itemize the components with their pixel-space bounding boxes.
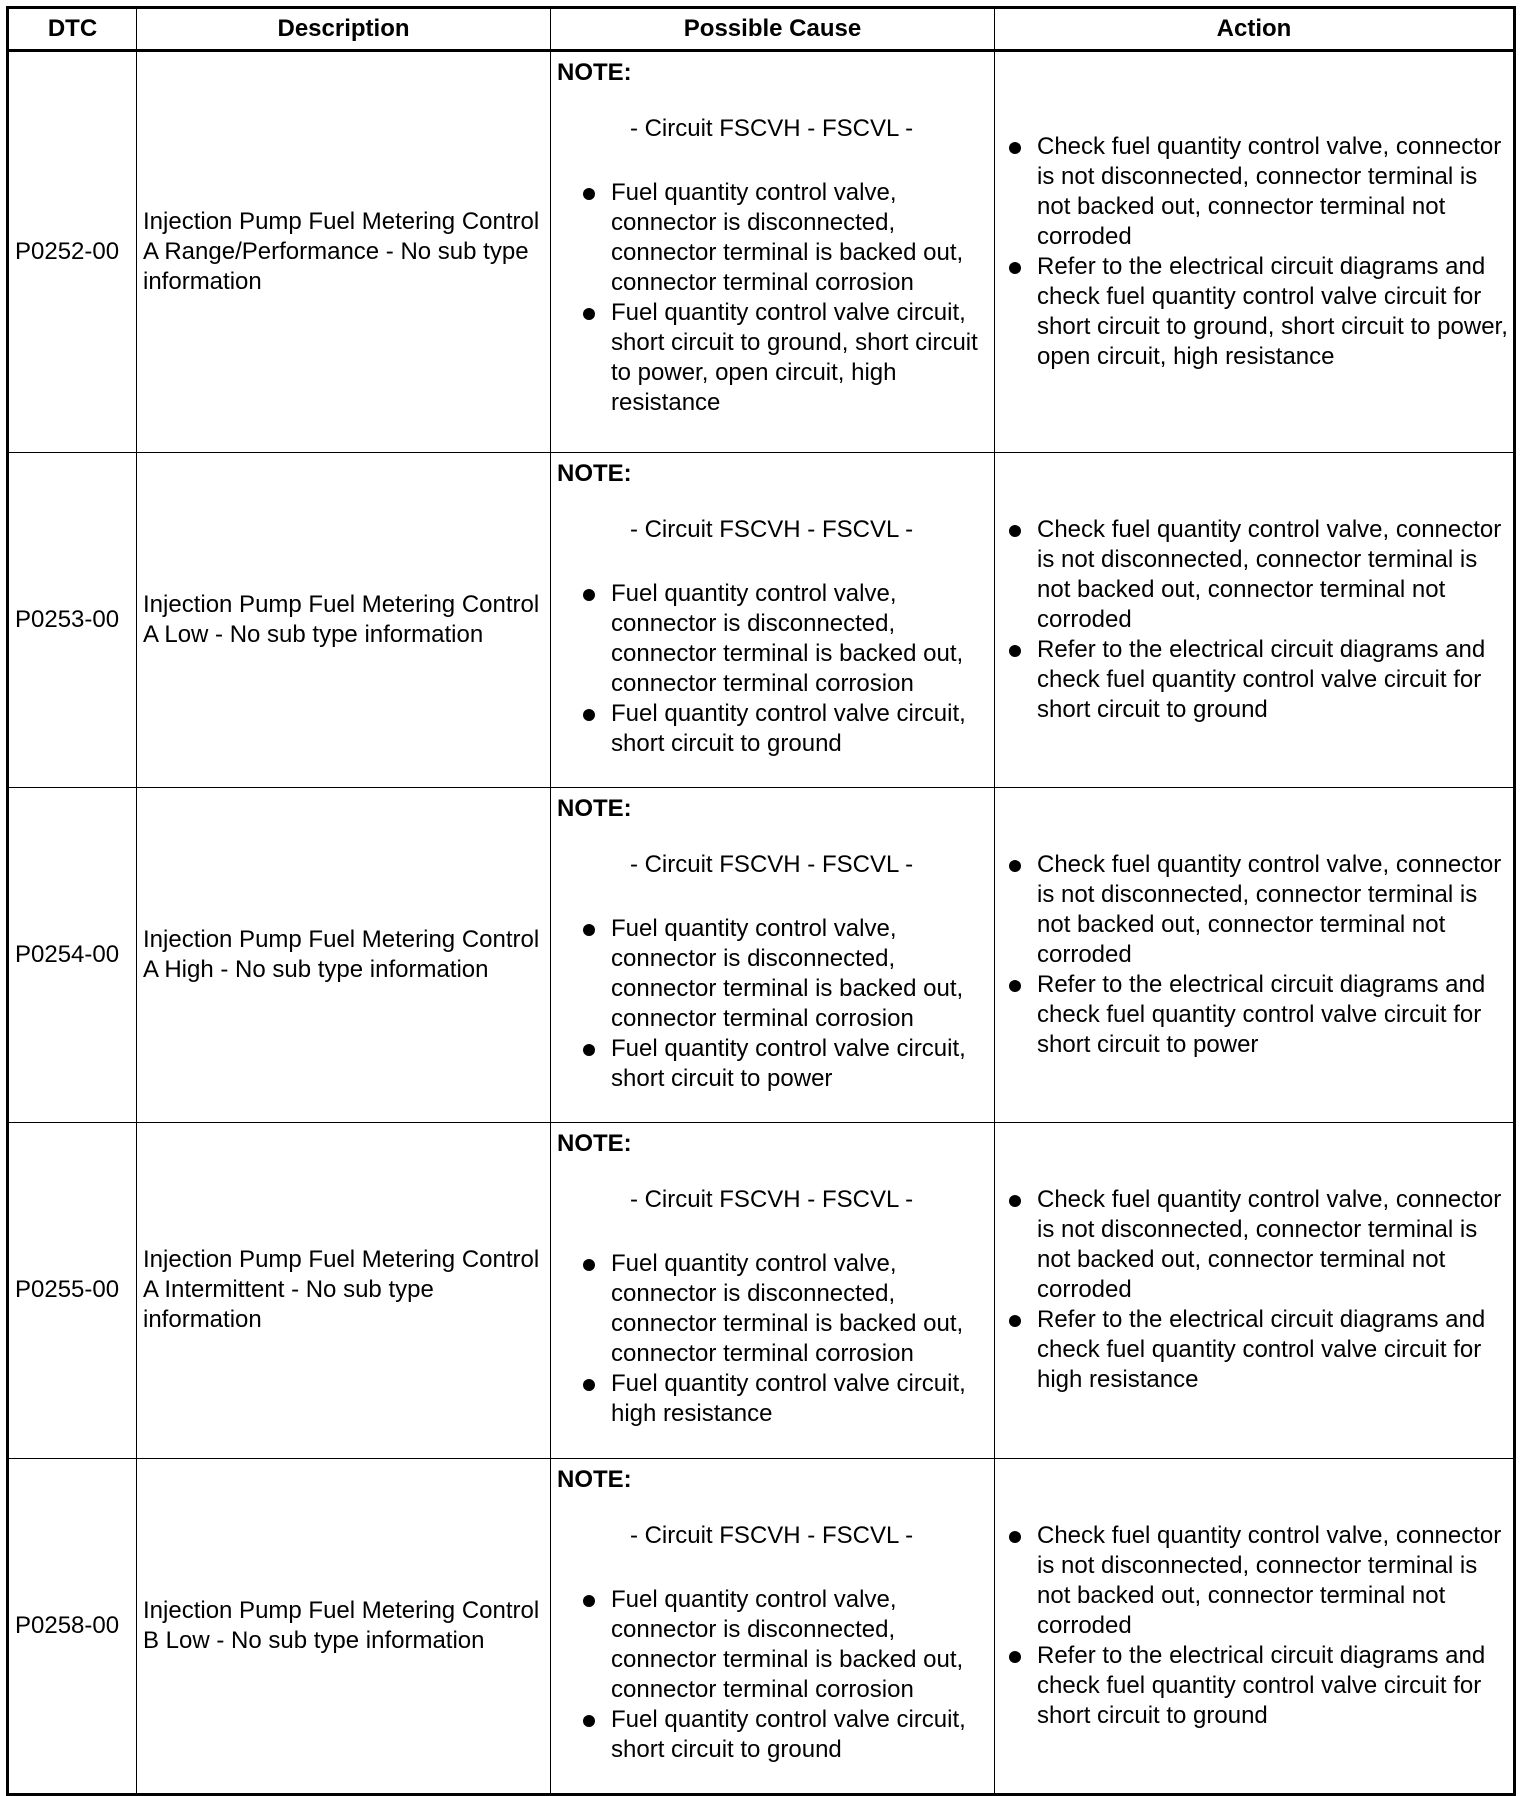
header-action: Action — [995, 8, 1515, 51]
note-label: NOTE: — [557, 1130, 632, 1158]
dtc-description: Injection Pump Fuel Metering Control A Range/Performance - No sub type information — [137, 51, 551, 453]
list-item — [1005, 850, 1509, 970]
note-label: NOTE: — [557, 459, 632, 487]
cause-text: Fuel quantity control valve circuit, short circuit to ground, short circuit to power, open circuit, high resistance — [611, 299, 978, 416]
action-cell — [995, 1458, 1515, 1794]
note-label: NOTE: — [557, 59, 632, 86]
cause-list — [557, 1249, 986, 1429]
circuit-label: - Circuit FSCVH - FSCVL - — [629, 851, 914, 879]
note-label: NOTE: — [557, 795, 632, 823]
list-item — [579, 1249, 986, 1369]
list-item — [1005, 252, 1509, 372]
list-item — [579, 178, 986, 298]
possible-cause-cell — [551, 1123, 995, 1458]
action-text: Refer to the electrical circuit diagrams and check fuel quantity control valve circuit for short circuit to ground — [1037, 635, 1486, 723]
bullet-icon — [1009, 860, 1021, 872]
cause-text: Fuel quantity control valve circuit, high resistance — [611, 1370, 966, 1428]
dtc-code: P0252-00 — [8, 51, 137, 453]
cause-text: Fuel quantity control valve, connector is disconnected, connector terminal is backed out, connector terminal corrosion — [611, 179, 964, 296]
list-item — [1005, 515, 1509, 635]
bullet-icon — [1009, 1315, 1021, 1327]
possible-cause-cell — [551, 452, 995, 787]
circuit-label: - Circuit FSCVH - FSCVL - — [629, 115, 914, 142]
action-cell — [995, 452, 1515, 787]
action-list — [1005, 1185, 1509, 1395]
list-item — [579, 298, 986, 418]
dtc-description: Injection Pump Fuel Metering Control A Intermittent - No sub type information — [137, 1123, 551, 1458]
header-description: Description — [137, 8, 551, 51]
table-row — [8, 1123, 1515, 1458]
table-row — [8, 51, 1515, 453]
bullet-icon — [583, 589, 595, 601]
action-cell — [995, 51, 1515, 453]
table-row — [8, 1458, 1515, 1794]
list-item — [1005, 635, 1509, 725]
action-text: Check fuel quantity control valve, connector is not disconnected, connector terminal is not backed out, connector terminal not corroded — [1037, 1186, 1502, 1304]
note-label: NOTE: — [557, 1465, 632, 1493]
bullet-icon — [1009, 1195, 1021, 1207]
bullet-icon — [583, 709, 595, 721]
action-text: Refer to the electrical circuit diagrams and check fuel quantity control valve circuit for short circuit to power — [1037, 971, 1486, 1059]
cause-list — [557, 579, 986, 759]
action-cell — [995, 1123, 1515, 1458]
action-text: Check fuel quantity control valve, connector is not disconnected, connector terminal is not backed out, connector terminal not corroded — [1037, 132, 1502, 250]
bullet-icon — [583, 188, 595, 200]
bullet-icon — [583, 308, 595, 320]
dtc-table — [6, 6, 1516, 1796]
list-item — [1005, 132, 1509, 252]
list-item — [579, 1705, 986, 1765]
action-text: Check fuel quantity control valve, connector is not disconnected, connector terminal is not backed out, connector terminal not corroded — [1037, 515, 1502, 633]
bullet-icon — [1009, 1531, 1021, 1543]
header-possible-cause: Possible Cause — [551, 8, 995, 51]
cause-text: Fuel quantity control valve, connector is disconnected, connector terminal is backed out, connector terminal corrosion — [611, 1585, 964, 1703]
cause-list — [557, 178, 986, 418]
list-item — [579, 1369, 986, 1429]
cause-text: Fuel quantity control valve, connector is disconnected, connector terminal is backed out, connector terminal corrosion — [611, 915, 964, 1033]
bullet-icon — [1009, 980, 1021, 992]
circuit-label: - Circuit FSCVH - FSCVL - — [629, 1521, 914, 1549]
cause-text: Fuel quantity control valve circuit, short circuit to ground — [611, 699, 966, 757]
list-item — [1005, 1305, 1509, 1395]
bullet-icon — [1009, 525, 1021, 537]
dtc-code: P0253-00 — [8, 452, 137, 787]
dtc-code: P0258-00 — [8, 1458, 137, 1794]
circuit-label: - Circuit FSCVH - FSCVL - — [629, 515, 914, 543]
header-row — [8, 8, 1515, 51]
action-list — [1005, 515, 1509, 725]
bullet-icon — [583, 924, 595, 936]
header-dtc: DTC — [8, 8, 137, 51]
bullet-icon — [1009, 1651, 1021, 1663]
action-text: Refer to the electrical circuit diagrams and check fuel quantity control valve circuit for high resistance — [1037, 1306, 1486, 1394]
cause-text: Fuel quantity control valve, connector is disconnected, connector terminal is backed out, connector terminal corrosion — [611, 579, 964, 697]
action-text: Check fuel quantity control valve, connector is not disconnected, connector terminal is not backed out, connector terminal not corroded — [1037, 1521, 1502, 1639]
bullet-icon — [1009, 262, 1021, 274]
action-list — [1005, 850, 1509, 1060]
possible-cause-cell — [551, 1458, 995, 1794]
bullet-icon — [583, 1379, 595, 1391]
table-row — [8, 452, 1515, 787]
dtc-code: P0254-00 — [8, 788, 137, 1123]
circuit-label: - Circuit FSCVH - FSCVL - — [629, 1186, 914, 1214]
bullet-icon — [583, 1715, 595, 1727]
cause-text: Fuel quantity control valve circuit, short circuit to power — [611, 1035, 966, 1093]
bullet-icon — [583, 1044, 595, 1056]
action-cell — [995, 788, 1515, 1123]
possible-cause-cell — [551, 51, 995, 453]
list-item — [1005, 1185, 1509, 1305]
bullet-icon — [1009, 142, 1021, 154]
cause-text: Fuel quantity control valve circuit, short circuit to ground — [611, 1705, 966, 1763]
cause-list — [557, 1585, 986, 1765]
action-text: Refer to the electrical circuit diagrams and check fuel quantity control valve circuit for short circuit to ground, short circuit to power, open circuit, high resistance — [1037, 252, 1508, 370]
dtc-description: Injection Pump Fuel Metering Control A High - No sub type information — [137, 788, 551, 1123]
list-item — [1005, 1521, 1509, 1641]
action-text: Check fuel quantity control valve, connector is not disconnected, connector terminal is not backed out, connector terminal not corroded — [1037, 851, 1502, 969]
list-item — [579, 1585, 986, 1705]
list-item — [579, 1034, 986, 1094]
list-item — [1005, 1641, 1509, 1731]
list-item — [579, 579, 986, 699]
action-text: Refer to the electrical circuit diagrams and check fuel quantity control valve circuit for short circuit to ground — [1037, 1641, 1486, 1729]
action-list — [1005, 132, 1509, 372]
table-row — [8, 788, 1515, 1123]
bullet-icon — [1009, 645, 1021, 657]
list-item — [579, 699, 986, 759]
cause-text: Fuel quantity control valve, connector is disconnected, connector terminal is backed out, connector terminal corrosion — [611, 1250, 964, 1368]
dtc-code: P0255-00 — [8, 1123, 137, 1458]
dtc-description: Injection Pump Fuel Metering Control B Low - No sub type information — [137, 1458, 551, 1794]
list-item — [579, 914, 986, 1034]
cause-list — [557, 914, 986, 1094]
possible-cause-cell — [551, 788, 995, 1123]
bullet-icon — [583, 1595, 595, 1607]
bullet-icon — [583, 1259, 595, 1271]
list-item — [1005, 970, 1509, 1060]
dtc-description: Injection Pump Fuel Metering Control A Low - No sub type information — [137, 452, 551, 787]
action-list — [1005, 1521, 1509, 1731]
